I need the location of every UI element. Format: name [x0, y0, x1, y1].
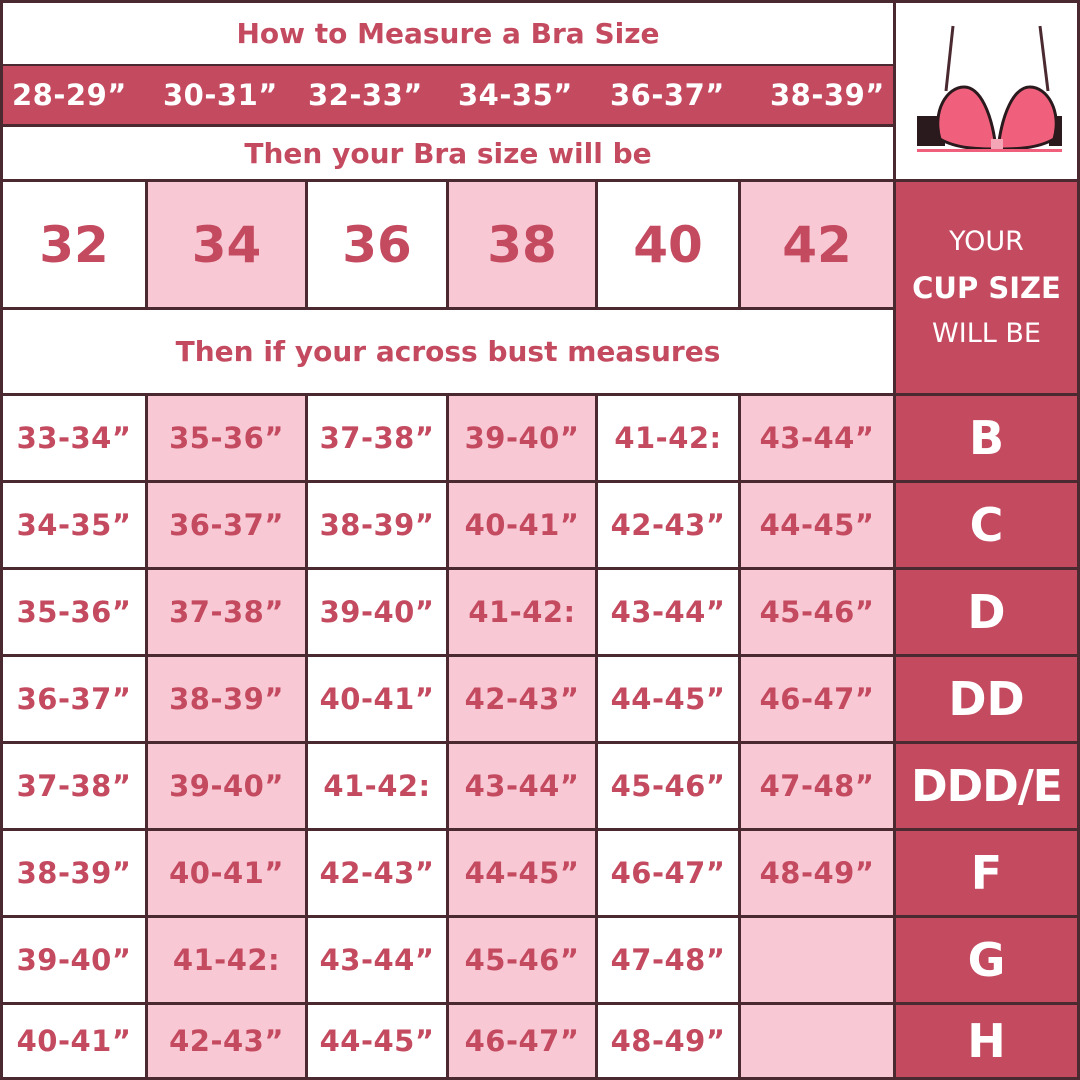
band-size-cell: 40	[598, 182, 738, 307]
bust-measure-cell: 37-38”	[3, 744, 145, 828]
bust-measure-cell: 47-48”	[598, 918, 738, 1002]
bust-measure-cell: 43-44”	[598, 570, 738, 654]
bust-measure-cell: 37-38”	[148, 570, 305, 654]
bust-measure-cell: 41-42:	[148, 918, 305, 1002]
bust-measure-cell: 45-46”	[741, 570, 893, 654]
bust-measure-cell: 47-48”	[741, 744, 893, 828]
bust-measure-cell	[741, 1005, 893, 1077]
bust-measure-cell: 40-41”	[449, 483, 595, 567]
bust-measure-cell: 46-47”	[449, 1005, 595, 1077]
bust-measure-cell: 38-39”	[308, 483, 446, 567]
bust-measure-cell: 45-46”	[449, 918, 595, 1002]
bust-measure-cell: 44-45”	[741, 483, 893, 567]
underbust-range: 38-39”	[770, 78, 885, 112]
bust-measure-cell: 41-42:	[308, 744, 446, 828]
bust-measure-cell: 41-42:	[449, 570, 595, 654]
bra-illustration-panel	[896, 3, 1077, 179]
band-size-cell: 36	[308, 182, 446, 307]
bust-measure-cell: 44-45”	[308, 1005, 446, 1077]
underbust-range: 34-35”	[458, 78, 573, 112]
bust-measure-cell: 39-40”	[3, 918, 145, 1002]
bust-measure-cell: 39-40”	[449, 396, 595, 480]
cup-size-header	[896, 182, 1077, 393]
band-size-cell: 42	[741, 182, 893, 307]
bust-measure-cell: 35-36”	[148, 396, 305, 480]
cup-size-cell: DDD/E	[896, 744, 1077, 828]
underbust-range: 32-33”	[308, 78, 423, 112]
cup-size-cell: D	[896, 570, 1077, 654]
bust-measure-cell: 41-42:	[598, 396, 738, 480]
bust-measure-cell: 34-35”	[3, 483, 145, 567]
bra-size-caption: Then your Bra size will be	[3, 127, 893, 179]
bust-measure-cell: 36-37”	[148, 483, 305, 567]
cup-header-line2: CUP SIZE	[912, 270, 1061, 305]
bust-measure-cell: 42-43”	[308, 831, 446, 915]
bust-measure-cell: 37-38”	[308, 396, 446, 480]
bust-measure-cell: 33-34”	[3, 396, 145, 480]
band-size-cell: 38	[449, 182, 595, 307]
bust-measure-cell: 39-40”	[148, 744, 305, 828]
bust-measure-cell: 42-43”	[449, 657, 595, 741]
bust-measure-cell: 40-41”	[308, 657, 446, 741]
band-size-cell: 34	[148, 182, 305, 307]
cup-size-cell: G	[896, 918, 1077, 1002]
bra-icon	[912, 21, 1062, 161]
bust-measure-cell: 46-47”	[598, 831, 738, 915]
bust-measure-cell: 45-46”	[598, 744, 738, 828]
bust-measure-cell: 48-49”	[741, 831, 893, 915]
cup-size-cell: B	[896, 396, 1077, 480]
bust-caption: Then if your across bust measures	[3, 310, 893, 393]
chart-title: How to Measure a Bra Size	[3, 3, 893, 64]
cup-size-cell: C	[896, 483, 1077, 567]
bust-measure-cell: 48-49”	[598, 1005, 738, 1077]
bust-measure-cell: 40-41”	[3, 1005, 145, 1077]
bust-measure-cell: 38-39”	[3, 831, 145, 915]
bust-measure-cell: 44-45”	[449, 831, 595, 915]
cup-header-line1: YOUR	[949, 225, 1024, 257]
bust-measure-cell: 43-44”	[741, 396, 893, 480]
cup-size-cell: H	[896, 1005, 1077, 1077]
bust-measure-cell: 38-39”	[148, 657, 305, 741]
cup-size-cell: F	[896, 831, 1077, 915]
bust-measure-cell: 36-37”	[3, 657, 145, 741]
underbust-range: 36-37”	[610, 78, 725, 112]
bust-measure-cell: 46-47”	[741, 657, 893, 741]
bust-measure-cell: 44-45”	[598, 657, 738, 741]
bust-measure-cell: 43-44”	[449, 744, 595, 828]
bust-measure-cell: 42-43”	[598, 483, 738, 567]
bust-measure-cell: 43-44”	[308, 918, 446, 1002]
cup-header-line3: WILL BE	[932, 317, 1041, 349]
underbust-range-row	[3, 66, 893, 124]
bust-measure-cell: 39-40”	[308, 570, 446, 654]
underbust-range: 28-29”	[12, 78, 127, 112]
cup-size-cell: DD	[896, 657, 1077, 741]
bust-measure-cell: 35-36”	[3, 570, 145, 654]
bust-measure-cell	[741, 918, 893, 1002]
underbust-range: 30-31”	[163, 78, 278, 112]
bust-measure-cell: 40-41”	[148, 831, 305, 915]
bust-measure-cell: 42-43”	[148, 1005, 305, 1077]
band-size-cell: 32	[3, 182, 145, 307]
